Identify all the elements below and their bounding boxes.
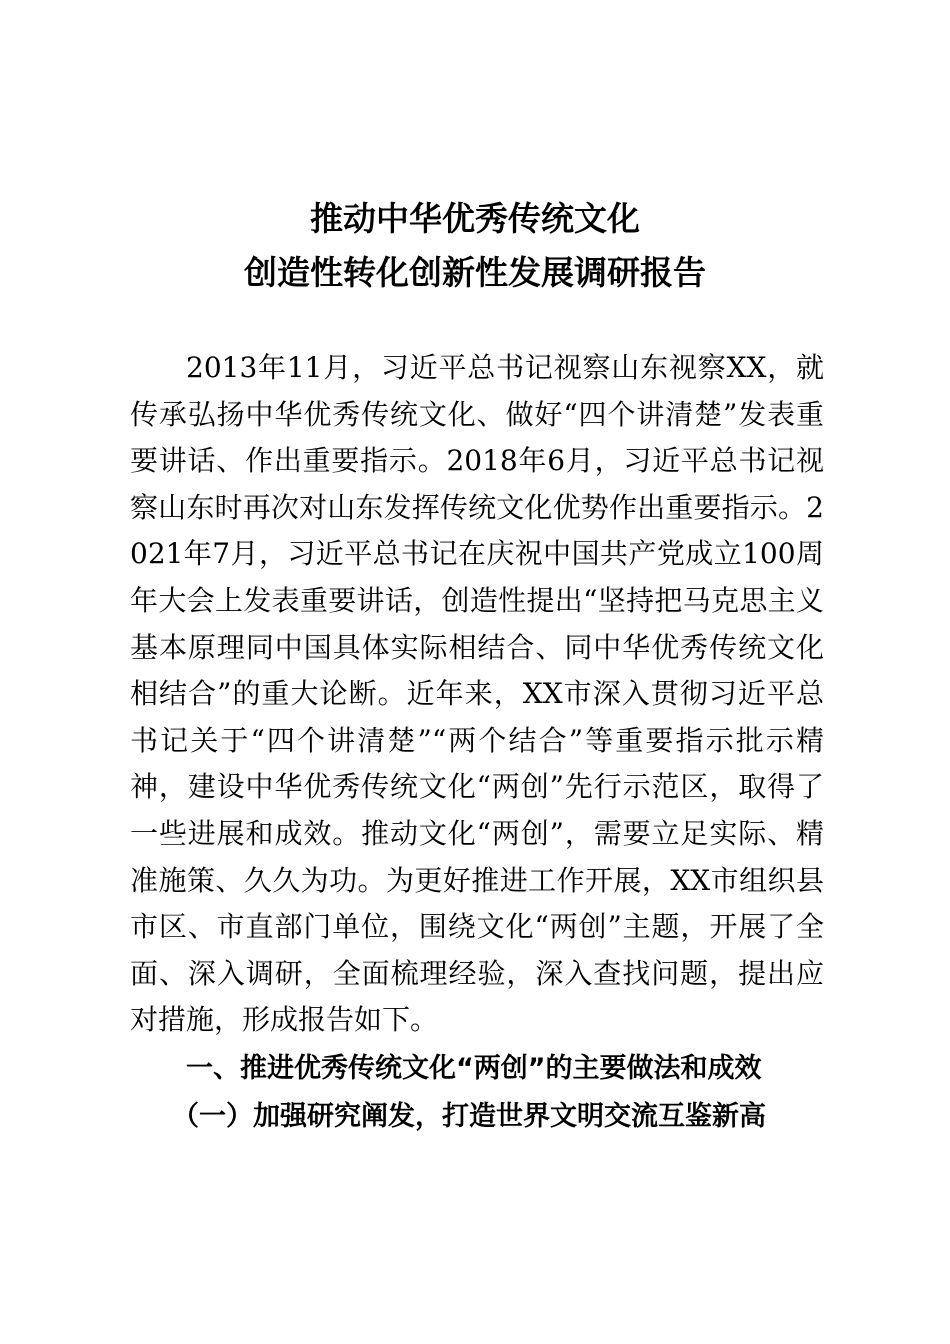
title-line-1: 推动中华优秀传统文化	[310, 199, 640, 238]
document-body	[130, 345, 824, 1141]
document-title	[0, 192, 950, 300]
title-line-2: 创造性转化创新性发展调研报告	[244, 253, 706, 292]
section-heading-1: 一、推进优秀传统文化“两创”的主要做法和成效	[186, 1052, 762, 1084]
intro-paragraph: 2013年11月，习近平总书记视察山东视察XX，就传承弘扬中华优秀传统文化、做好“四个讲清楚”发表重要讲话、作出重要指示。2018年6月，习近平总书记视察山东时再次对山东发挥传统文化优势作出重要指示。2021年7月，习近平总书记在庆祝中国共产党成立100周年大会上发表重要讲话，创造性提出“坚持把马克思主义基本原理同中国具体实际相结合、同中华优秀传统文化相结合”的重大论断。近年来，XX市深入贯彻习近平总书记关于“四个讲清楚”“两个结合”等重要指示批示精神，建设中华优秀传统文化“两创”先行示范区，取得了一些进展和成效。推动文化“两创”，需要立足实际、精准施策、久久为功。为更好推进工作开展，XX市组织县市区、市直部门单位，围绕文化“两创”主题，开展了全面、深入调研，全面梳理经验，深入查找问题，提出应对措施，形成报告如下。	[130, 351, 824, 1037]
subsection-heading-1: （一）加强研究阐发，打造世界文明交流互鉴新高	[172, 1100, 766, 1132]
